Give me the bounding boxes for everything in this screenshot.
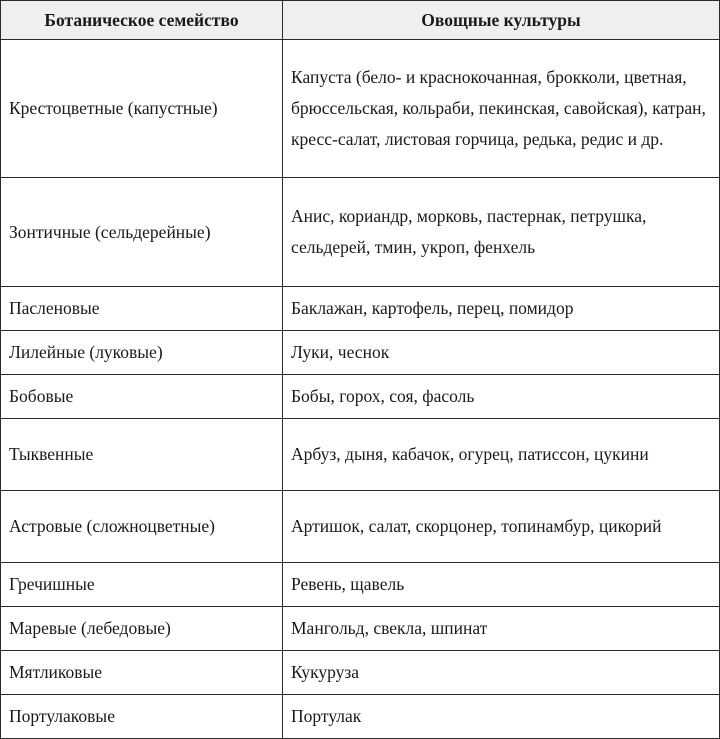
crops-cell: Луки, чеснок (283, 331, 720, 375)
family-cell: Лилейные (луковые) (1, 331, 283, 375)
family-cell: Зонтичные (сельдерейные) (1, 178, 283, 287)
family-cell: Крестоцветные (капустные) (1, 40, 283, 178)
family-cell: Гречишные (1, 563, 283, 607)
table-row (1, 607, 720, 651)
table-row (1, 331, 720, 375)
family-cell: Астровые (сложноцветные) (1, 491, 283, 563)
crops-cell: Баклажан, картофель, перец, помидор (283, 287, 720, 331)
crops-cell: Кукуруза (283, 651, 720, 695)
table-row (1, 287, 720, 331)
table-row (1, 695, 720, 739)
family-cell: Тыквенные (1, 419, 283, 491)
family-cell: Маревые (лебедовые) (1, 607, 283, 651)
crops-cell: Мангольд, свекла, шпинат (283, 607, 720, 651)
table-row (1, 563, 720, 607)
header-family: Ботаническое семейство (1, 1, 283, 40)
crops-cell: Портулак (283, 695, 720, 739)
family-cell: Мятликовые (1, 651, 283, 695)
crops-cell: Анис, кориандр, морковь, пастернак, петрушка, сельдерей, тмин, укроп, фенхель (283, 178, 720, 287)
crops-cell: Арбуз, дыня, кабачок, огурец, патиссон, цукини (283, 419, 720, 491)
crops-cell: Капуста (бело- и краснокочанная, брокколи, цветная, брюссельская, кольраби, пекинская, савойская), катран, кресс-салат, листовая горчица, редька, редис и др. (283, 40, 720, 178)
header-crops: Овощные культуры (283, 1, 720, 40)
table-row (1, 419, 720, 491)
crops-cell: Ревень, щавель (283, 563, 720, 607)
table-row (1, 651, 720, 695)
header-row (1, 1, 720, 40)
table-row (1, 178, 720, 287)
table-row (1, 375, 720, 419)
family-cell: Пасленовые (1, 287, 283, 331)
family-cell: Портулаковые (1, 695, 283, 739)
table-row (1, 491, 720, 563)
family-cell: Бобовые (1, 375, 283, 419)
crops-cell: Бобы, горох, соя, фасоль (283, 375, 720, 419)
table-row (1, 40, 720, 178)
crops-cell: Артишок, салат, скорцонер, топинамбур, цикорий (283, 491, 720, 563)
